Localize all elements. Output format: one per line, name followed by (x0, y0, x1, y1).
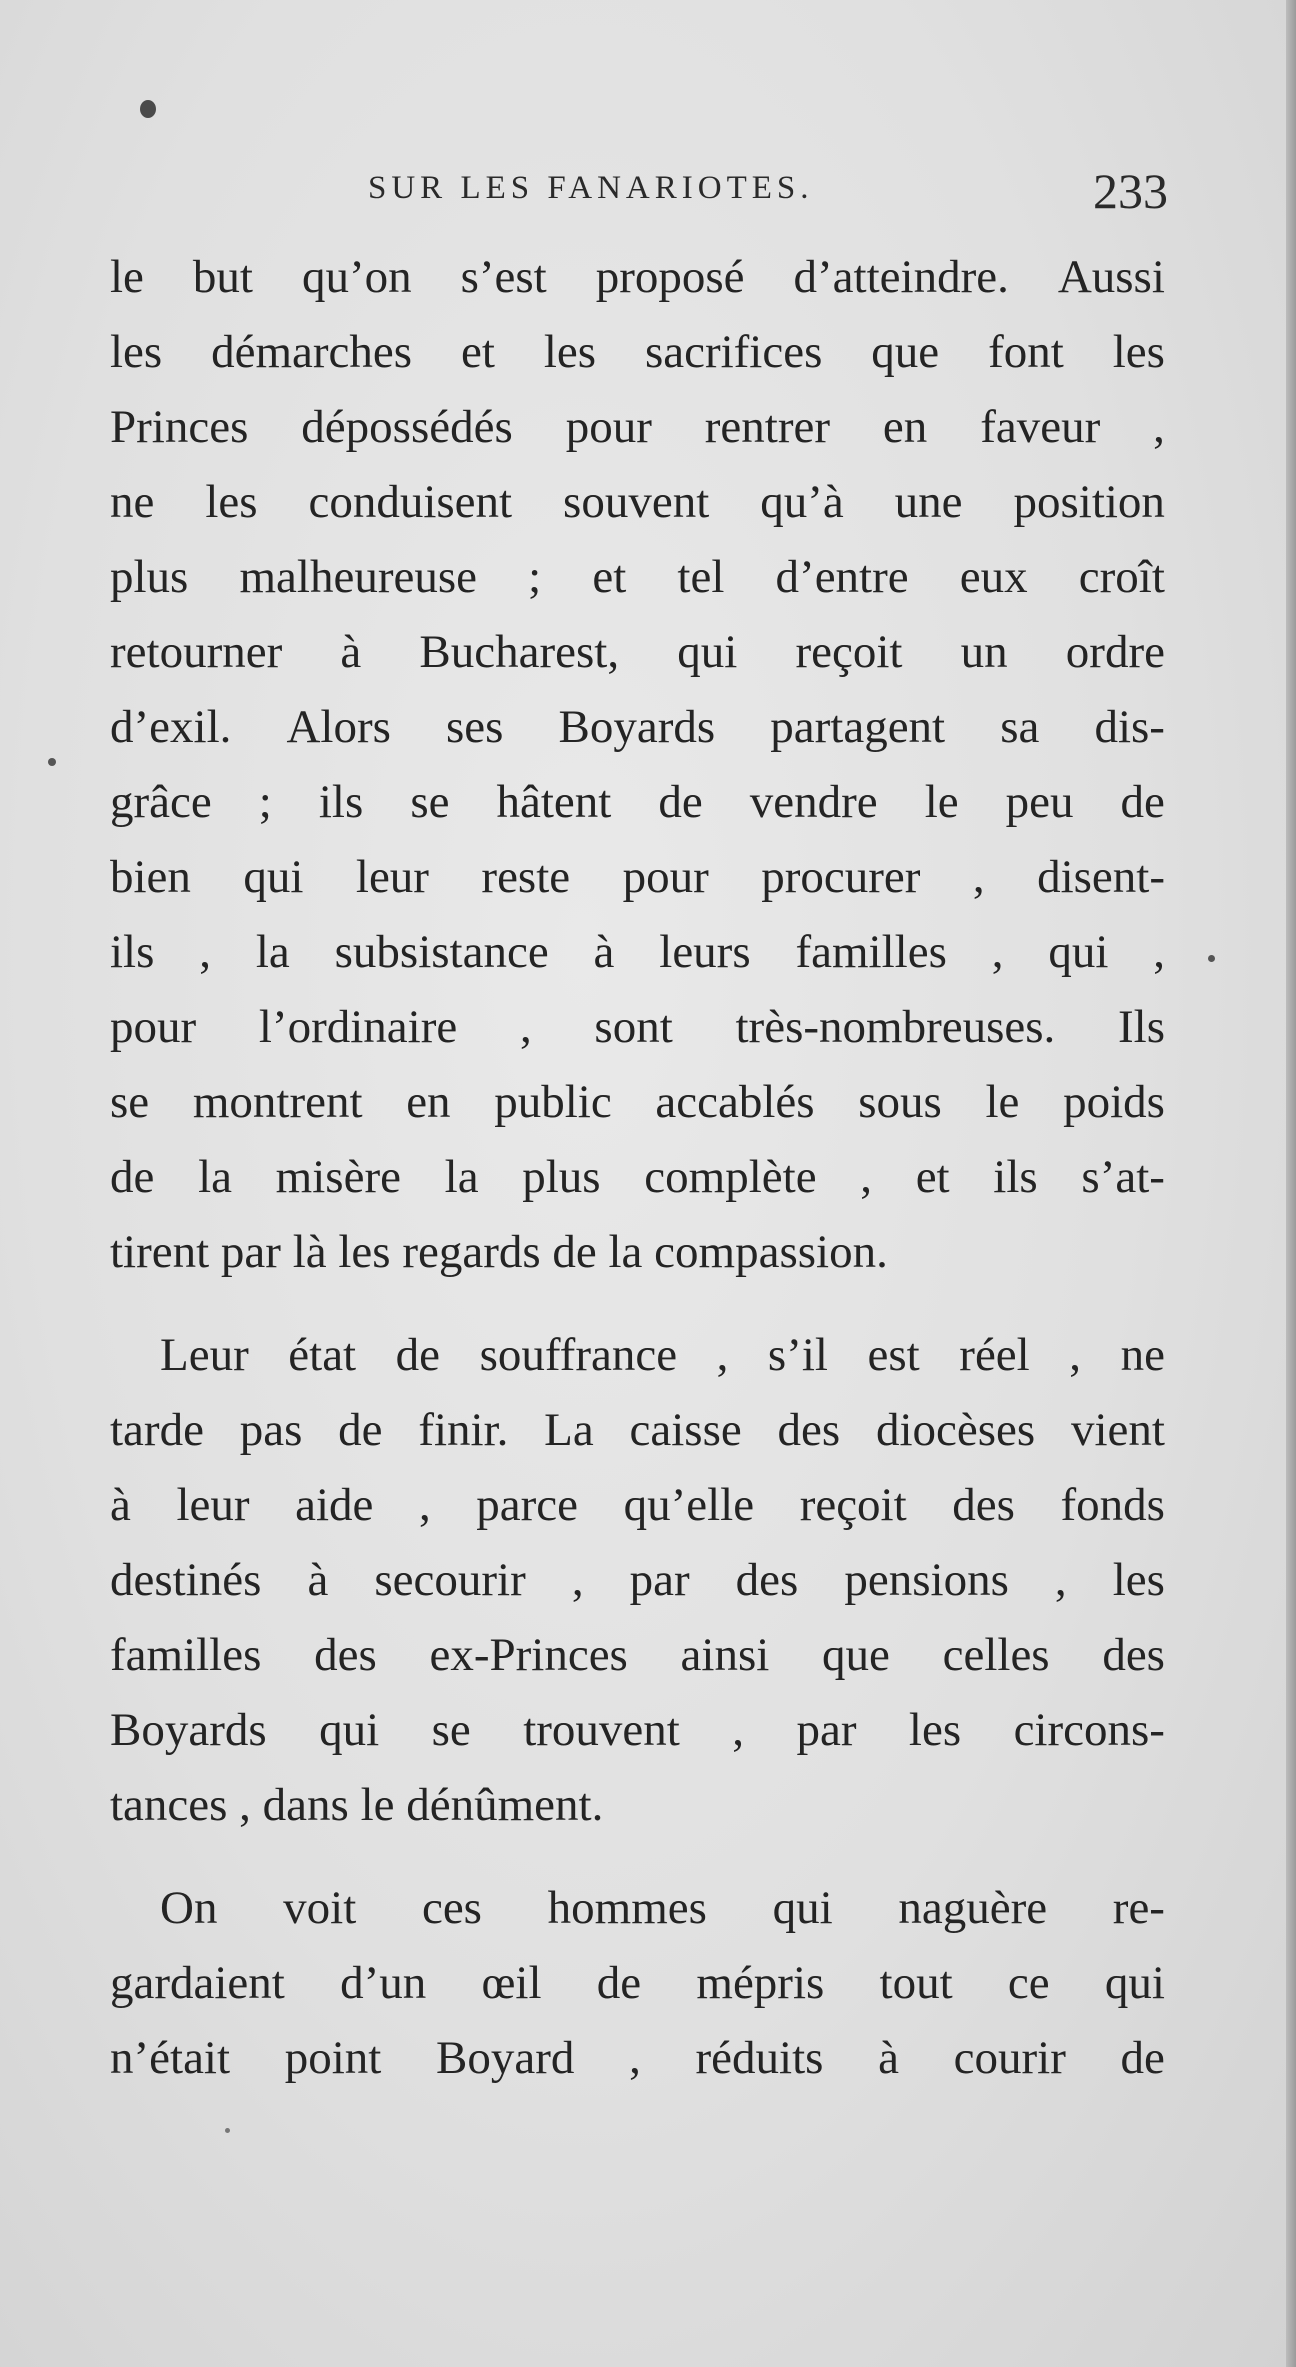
word: plus (522, 1151, 601, 1203)
word: d’atteindre. (793, 251, 1009, 303)
word: les (543, 326, 597, 378)
word: d’un (340, 1957, 427, 2009)
word: but (192, 251, 253, 303)
word: courir (953, 2032, 1066, 2084)
word: pour (110, 1001, 197, 1053)
word: qu’elle (623, 1479, 755, 1531)
line-text (110, 690, 1165, 765)
word: s’est (460, 251, 547, 303)
word: qui (319, 1704, 380, 1756)
word: , (199, 926, 212, 978)
word: trouvent (523, 1704, 680, 1756)
word: se (110, 1076, 150, 1128)
word: Aussi (1057, 251, 1165, 303)
word: leur (355, 851, 429, 903)
word: dépossédés (301, 401, 513, 453)
line-text (110, 615, 1165, 690)
word: sacrifices (644, 326, 823, 378)
word: position (1013, 476, 1165, 528)
word: reçoit (795, 626, 903, 678)
word: ne (1120, 1329, 1165, 1381)
word: retourner (110, 626, 283, 678)
text-line (110, 1140, 1165, 1215)
text-line (110, 915, 1165, 990)
word: , (860, 1151, 872, 1203)
word: complète (644, 1151, 817, 1203)
word: n’était (110, 2032, 231, 2084)
word: faveur (980, 401, 1101, 453)
text-line (110, 1871, 1165, 1946)
line-text (110, 1468, 1165, 1543)
word: de (658, 776, 703, 828)
text-line (110, 465, 1165, 540)
text-line (110, 690, 1165, 765)
word: des (777, 1404, 841, 1456)
word: malheureuse (239, 551, 478, 603)
word: bien (110, 851, 191, 903)
word: misère (275, 1151, 401, 1203)
line-text (110, 1693, 1165, 1768)
word: Boyards (110, 1704, 267, 1756)
text-line (110, 1393, 1165, 1468)
word: à (307, 1554, 329, 1606)
text-line (110, 765, 1165, 840)
word: est (867, 1329, 920, 1381)
ink-speck (140, 100, 156, 118)
word: procurer (761, 851, 921, 903)
word: leur (176, 1479, 250, 1531)
word: diocèses (875, 1404, 1036, 1456)
word: finir. (418, 1404, 509, 1456)
word: Leur (160, 1329, 249, 1381)
word: disent- (1037, 851, 1165, 903)
line-text (160, 1871, 1165, 1946)
word: mépris (696, 1957, 825, 2009)
word: de (596, 1957, 642, 2009)
word: dis- (1094, 701, 1165, 753)
word: de (110, 1151, 155, 1203)
line-text: tirent par là les regards de la compassion. (110, 1226, 888, 1278)
word: , (418, 1479, 431, 1531)
word: pas (239, 1404, 303, 1456)
line-text (110, 240, 1165, 315)
word: ne (110, 476, 155, 528)
word: de (1120, 776, 1165, 828)
text-line (110, 240, 1165, 315)
word: des (314, 1629, 377, 1681)
line-text (110, 1946, 1165, 2021)
word: destinés (110, 1554, 262, 1606)
word: s’il (767, 1329, 828, 1381)
word: , (1153, 401, 1165, 453)
word: Princes (110, 401, 249, 453)
word: un (960, 626, 1008, 678)
word: ; (258, 776, 272, 828)
word: Boyards (558, 701, 716, 753)
word: de (338, 1404, 383, 1456)
word: le (110, 251, 144, 303)
word: peu (1005, 776, 1074, 828)
word: , (1153, 926, 1165, 978)
word: , (716, 1329, 729, 1381)
word: et (460, 326, 495, 378)
line-text (110, 315, 1165, 390)
word: se (410, 776, 450, 828)
word: pour (622, 851, 709, 903)
word: des (952, 1479, 1015, 1531)
word: la (198, 1151, 232, 1203)
word: fonds (1060, 1479, 1165, 1531)
line-text (110, 990, 1165, 1065)
word: point (284, 2032, 382, 2084)
word: par (629, 1554, 690, 1606)
word: et (592, 551, 627, 603)
text-line (110, 1946, 1165, 2021)
word: des (735, 1554, 799, 1606)
word: re- (1112, 1882, 1165, 1934)
line-text (110, 1543, 1165, 1618)
word: le (985, 1076, 1020, 1128)
word: hâtent (496, 776, 612, 828)
word: la (255, 926, 290, 978)
word: vendre (749, 776, 878, 828)
word: à (110, 1479, 131, 1531)
text-line (110, 1065, 1165, 1140)
word: familles (110, 1629, 262, 1681)
page-number: 233 (1093, 163, 1168, 219)
word: souffrance (479, 1329, 678, 1381)
text-line (110, 390, 1165, 465)
word: reste (481, 851, 571, 903)
word: accablés (655, 1076, 815, 1128)
word: le (924, 776, 959, 828)
line-text (110, 540, 1165, 615)
word: , (571, 1554, 584, 1606)
ink-speck (225, 2128, 230, 2133)
word: grâce (110, 776, 212, 828)
word: montrent (192, 1076, 363, 1128)
word: , (972, 851, 985, 903)
text-line (110, 1543, 1165, 1618)
word: que (871, 326, 940, 378)
word: sont (594, 1001, 673, 1053)
word: naguère (898, 1882, 1048, 1934)
text-line (110, 1693, 1165, 1768)
line-text: tances , dans le dénûment. (110, 1779, 604, 1831)
word: poids (1063, 1076, 1165, 1128)
text-line (110, 1318, 1165, 1393)
word: souvent (563, 476, 710, 528)
word: les (908, 1704, 962, 1756)
word: de (395, 1329, 441, 1381)
word: Alors (286, 701, 391, 753)
word: ordre (1065, 626, 1165, 678)
text-line (110, 540, 1165, 615)
word: eux (959, 551, 1028, 603)
text-line (110, 840, 1165, 915)
line-text (110, 765, 1165, 840)
word: proposé (595, 251, 745, 303)
word: , (1069, 1329, 1082, 1381)
word: les (110, 326, 163, 378)
word: ; (528, 551, 542, 603)
word: très-nombreuses. (735, 1001, 1056, 1053)
word: croît (1078, 551, 1165, 603)
word: aide (295, 1479, 374, 1531)
word: les (1112, 1554, 1165, 1606)
word: sa (1000, 701, 1040, 753)
word: secourir (374, 1554, 526, 1606)
word: font (988, 326, 1064, 378)
word: démarches (211, 326, 413, 378)
word: , (991, 926, 1004, 978)
word: que (822, 1629, 890, 1681)
word: des (1102, 1629, 1165, 1681)
word: , (629, 2032, 641, 2084)
text-line (110, 2021, 1165, 2096)
word: les (205, 476, 258, 528)
word: les (1112, 326, 1165, 378)
word: qui (677, 626, 738, 678)
line-text (110, 1065, 1165, 1140)
text-line (110, 1768, 1165, 1843)
word: tout (879, 1957, 953, 2009)
word: ils (110, 926, 155, 978)
word: réel (959, 1329, 1030, 1381)
word: , (1054, 1554, 1067, 1606)
word: vient (1071, 1404, 1165, 1456)
word: subsistance (334, 926, 549, 978)
word: la (444, 1151, 479, 1203)
word: à (593, 926, 615, 978)
word: par (796, 1704, 857, 1756)
page-edge-shadow (1286, 0, 1296, 2367)
text-line (110, 615, 1165, 690)
text-line (110, 1468, 1165, 1543)
line-text (110, 2021, 1165, 2096)
line-text (110, 390, 1165, 465)
word: caisse (629, 1404, 742, 1456)
word: gardaient (110, 1957, 285, 2009)
word: voit (283, 1882, 357, 1934)
word: tel (677, 551, 725, 603)
line-text (110, 915, 1165, 990)
word: hommes (547, 1882, 707, 1934)
word: celles (942, 1629, 1050, 1681)
word: pour (565, 401, 652, 453)
word: d’exil. (110, 701, 232, 753)
word: œil (481, 1957, 542, 2009)
word: ce (1007, 1957, 1050, 2009)
word: On (160, 1882, 218, 1934)
word: qui (1048, 926, 1109, 978)
word: ces (421, 1882, 482, 1934)
line-text (160, 1318, 1165, 1393)
word: Boyard (436, 2032, 575, 2084)
word: qu’on (301, 251, 412, 303)
body-text (110, 240, 1165, 2096)
word: de (1120, 2032, 1165, 2084)
word: pensions (844, 1554, 1009, 1606)
word: , (519, 1001, 532, 1053)
word: à (878, 2032, 899, 2084)
running-title: SUR LES FANARIOTES. (368, 170, 814, 206)
word: en (406, 1076, 451, 1128)
word: public (494, 1076, 612, 1128)
line-text (110, 1140, 1165, 1215)
ink-speck (48, 758, 56, 766)
word: qui (1104, 1957, 1165, 2009)
word: Bucharest, (419, 626, 620, 678)
page-header (108, 163, 1168, 226)
word: et (915, 1151, 950, 1203)
text-line (110, 1618, 1165, 1693)
word: sous (858, 1076, 942, 1128)
word: ils (318, 776, 364, 828)
line-text (110, 840, 1165, 915)
word: une (894, 476, 963, 528)
ink-speck (1208, 955, 1215, 962)
word: La (544, 1404, 594, 1456)
word: partagent (770, 701, 946, 753)
text-line (110, 1215, 1165, 1290)
line-text (110, 1393, 1165, 1468)
word: ainsi (680, 1629, 770, 1681)
word: qu’à (760, 476, 844, 528)
text-line (110, 990, 1165, 1065)
word: s’at- (1081, 1151, 1165, 1203)
word: plus (110, 551, 189, 603)
word: reçoit (799, 1479, 907, 1531)
line-text (110, 465, 1165, 540)
word: rentrer (704, 401, 830, 453)
word: d’entre (775, 551, 909, 603)
word: l’ordinaire (258, 1001, 458, 1053)
word: qui (243, 851, 304, 903)
word: conduisent (308, 476, 513, 528)
word: , (732, 1704, 745, 1756)
word: réduits (695, 2032, 824, 2084)
word: qui (772, 1882, 833, 1934)
word: circons- (1013, 1704, 1165, 1756)
word: à (340, 626, 362, 678)
word: état (288, 1329, 357, 1381)
word: leurs (659, 926, 751, 978)
word: en (882, 401, 928, 453)
text-line (110, 315, 1165, 390)
word: familles (795, 926, 947, 978)
word: Ils (1118, 1001, 1165, 1053)
word: parce (476, 1479, 579, 1531)
word: ex-Princes (429, 1629, 628, 1681)
word: tarde (110, 1404, 204, 1456)
line-text (110, 1618, 1165, 1693)
word: ils (993, 1151, 1038, 1203)
word: ses (446, 701, 504, 753)
word: se (431, 1704, 471, 1756)
